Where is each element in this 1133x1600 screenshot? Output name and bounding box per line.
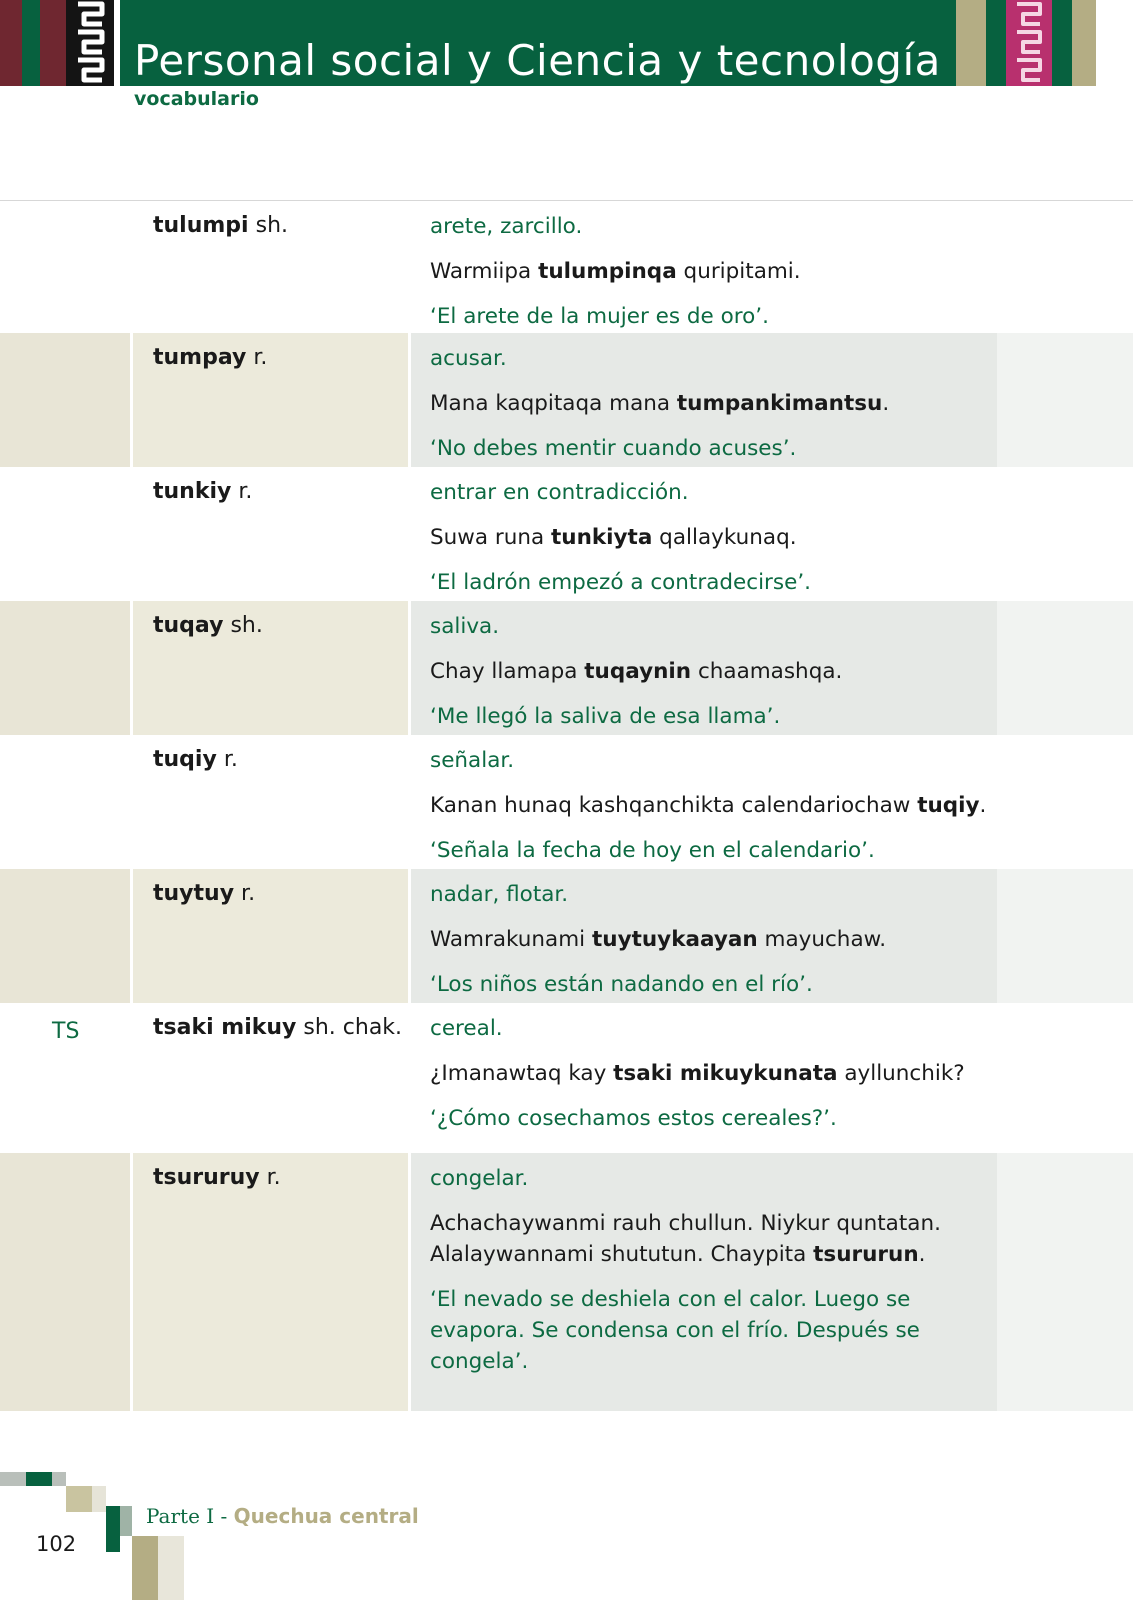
headword-category: r.	[223, 747, 238, 772]
footer-square	[26, 1472, 52, 1486]
entry-headword	[153, 345, 267, 370]
example-text: Mana kaqpitaqa mana	[430, 391, 677, 416]
header-stripe-green-right	[986, 0, 1006, 86]
example-text: quripitami.	[676, 259, 801, 284]
vocabulary-entry-tsururuy	[0, 1153, 1133, 1411]
example-text: Achachaywanmi rauh chullun. Niykur quntatan. Alalaywannami shututun. Chaypita	[430, 1211, 941, 1267]
example-text: .	[918, 1242, 926, 1267]
entry-cell-letter	[0, 869, 130, 1003]
headword-text: tsururuy	[153, 1165, 260, 1190]
example-text: ¿Imanawtaq kay	[430, 1061, 614, 1086]
example-text: Warmiipa	[430, 259, 539, 284]
footer-part-label	[146, 1504, 419, 1528]
entry-headword	[153, 479, 252, 504]
headword-text: tuqay	[153, 613, 224, 638]
vocabulary-entry-tsaki-mikuy	[0, 1003, 1133, 1145]
footer-square	[158, 1536, 184, 1600]
entry-translation: ‘El nevado se deshiela con el calor. Luego se evapora. Se condensa con el frío. Después se congela’.	[430, 1287, 920, 1374]
example-text: mayuchaw.	[757, 927, 887, 952]
headword-category: r.	[241, 881, 256, 906]
headword-text: tunkiy	[153, 479, 232, 504]
example-text: .	[979, 793, 987, 818]
example-text: Suwa runa	[430, 525, 551, 550]
example-keyword: tunkiyta	[550, 525, 653, 550]
entry-definitions	[430, 1003, 990, 1134]
headword-category: r.	[266, 1165, 281, 1190]
header-stripe-beige	[956, 0, 986, 86]
header-knot-pattern-right-icon	[1006, 0, 1052, 86]
example-keyword: tuytuykaayan	[592, 927, 758, 952]
header-stripe-maroon	[0, 0, 22, 86]
header-stripe-maroon-2	[40, 0, 66, 86]
entry-example	[430, 1208, 990, 1270]
entry-headword	[153, 1015, 402, 1040]
example-keyword: tulumpinqa	[538, 259, 677, 284]
headword-text: tuytuy	[153, 881, 235, 906]
entry-example	[430, 522, 990, 553]
header-knot-pattern-icon	[66, 0, 114, 86]
entry-definitions	[430, 333, 990, 464]
entry-meaning: saliva.	[430, 614, 500, 639]
entry-example	[430, 256, 990, 287]
entry-meaning: señalar.	[430, 748, 515, 773]
vocabulary-entry-tumpay	[0, 333, 1133, 467]
footer-language: Quechua central	[233, 1504, 419, 1528]
entry-meaning: entrar en contradicción.	[430, 480, 689, 505]
vocabulary-entry-tunkiy	[0, 467, 1133, 601]
example-text: Wamrakunami	[430, 927, 592, 952]
entry-headword	[153, 747, 238, 772]
example-text: .	[882, 391, 890, 416]
footer-square	[52, 1472, 66, 1486]
headword-text: tsaki mikuy	[153, 1015, 297, 1040]
entry-definitions	[430, 601, 990, 732]
vocabulary-entry-tuqiy	[0, 735, 1133, 869]
footer-square	[92, 1486, 106, 1512]
entry-definitions	[430, 467, 990, 598]
entry-translation: ‘Los niños están nadando en el río’.	[430, 972, 813, 997]
entry-example	[430, 790, 990, 821]
headword-category: sh.	[255, 213, 289, 238]
page-number: 102	[36, 1532, 77, 1556]
example-text: qallaykunaq.	[652, 525, 797, 550]
entry-translation: ‘Me llegó la saliva de esa llama’.	[430, 704, 781, 729]
entry-cell-margin	[997, 869, 1133, 1003]
entry-definitions	[430, 201, 990, 332]
entry-definitions	[430, 1153, 990, 1377]
entry-cell-margin	[997, 1153, 1133, 1411]
header-stripe-green-right-2	[1052, 0, 1072, 86]
entry-example	[430, 1058, 990, 1089]
entry-cell-letter	[0, 1153, 130, 1411]
entry-example	[430, 924, 990, 955]
vocabulary-entry-tulumpi	[0, 201, 1133, 333]
footer-separator: -	[214, 1504, 234, 1528]
section-subtitle: vocabulario	[134, 88, 259, 110]
vocabulary-entry-tuytuy	[0, 869, 1133, 1003]
entry-meaning: congelar.	[430, 1166, 529, 1191]
example-keyword: tuqiy	[917, 793, 980, 818]
entry-cell-margin	[997, 601, 1133, 735]
vocabulary-entry-tuqay	[0, 601, 1133, 735]
entry-translation: ‘¿Cómo cosechamos estos cereales?’.	[430, 1106, 837, 1131]
footer-square	[106, 1506, 120, 1552]
entry-meaning: nadar, flotar.	[430, 882, 569, 907]
headword-text: tulumpi	[153, 213, 249, 238]
entry-meaning: acusar.	[430, 346, 507, 371]
entry-letter: TS	[52, 1019, 80, 1044]
entry-meaning: arete, zarcillo.	[430, 214, 583, 239]
example-text: chaamashqa.	[691, 659, 843, 684]
entry-headword	[153, 881, 255, 906]
entry-definitions	[430, 735, 990, 866]
entry-cell-letter	[0, 333, 130, 467]
headword-text: tuqiy	[153, 747, 217, 772]
entry-definitions	[430, 869, 990, 1000]
entry-translation: ‘El arete de la mujer es de oro’.	[430, 304, 769, 329]
footer-square	[120, 1506, 132, 1536]
headword-text: tumpay	[153, 345, 247, 370]
entry-example	[430, 388, 990, 419]
example-keyword: tumpankimantsu	[676, 391, 883, 416]
headword-category: r.	[238, 479, 253, 504]
header-stripe-green	[22, 0, 40, 86]
headword-category: sh. chak.	[303, 1015, 403, 1040]
header-stripe-end	[1096, 0, 1110, 86]
example-keyword: tsaki mikuykunata	[613, 1061, 838, 1086]
entry-cell-letter	[0, 601, 130, 735]
page-header	[0, 0, 1133, 86]
entry-headword	[153, 213, 288, 238]
entry-meaning: cereal.	[430, 1016, 503, 1041]
entry-cell-headword	[133, 1153, 408, 1411]
vocabulary-list	[0, 201, 1133, 1411]
footer-part: Parte I	[146, 1504, 215, 1528]
example-keyword: tuqaynin	[584, 659, 692, 684]
example-keyword: tsururun	[813, 1242, 919, 1267]
entry-example	[430, 656, 990, 687]
entry-headword	[153, 1165, 281, 1190]
entry-cell-margin	[997, 333, 1133, 467]
footer-square	[132, 1536, 158, 1600]
footer-square	[0, 1472, 26, 1486]
page-title: Personal social y Ciencia y tecnología	[134, 36, 941, 85]
header-stripe-beige-right	[1072, 0, 1096, 86]
example-text: Kanan hunaq kashqanchikta calendariochaw	[430, 793, 918, 818]
entry-translation: ‘No debes mentir cuando acuses’.	[430, 436, 797, 461]
entry-headword	[153, 613, 263, 638]
entry-translation: ‘El ladrón empezó a contradecirse’.	[430, 570, 811, 595]
example-text: ayllunchik?	[837, 1061, 965, 1086]
entry-translation: ‘Señala la fecha de hoy en el calendario’.	[430, 838, 875, 863]
example-text: Chay llamapa	[430, 659, 585, 684]
headword-category: sh.	[230, 613, 263, 638]
footer-square	[66, 1486, 92, 1512]
headword-category: r.	[253, 345, 268, 370]
